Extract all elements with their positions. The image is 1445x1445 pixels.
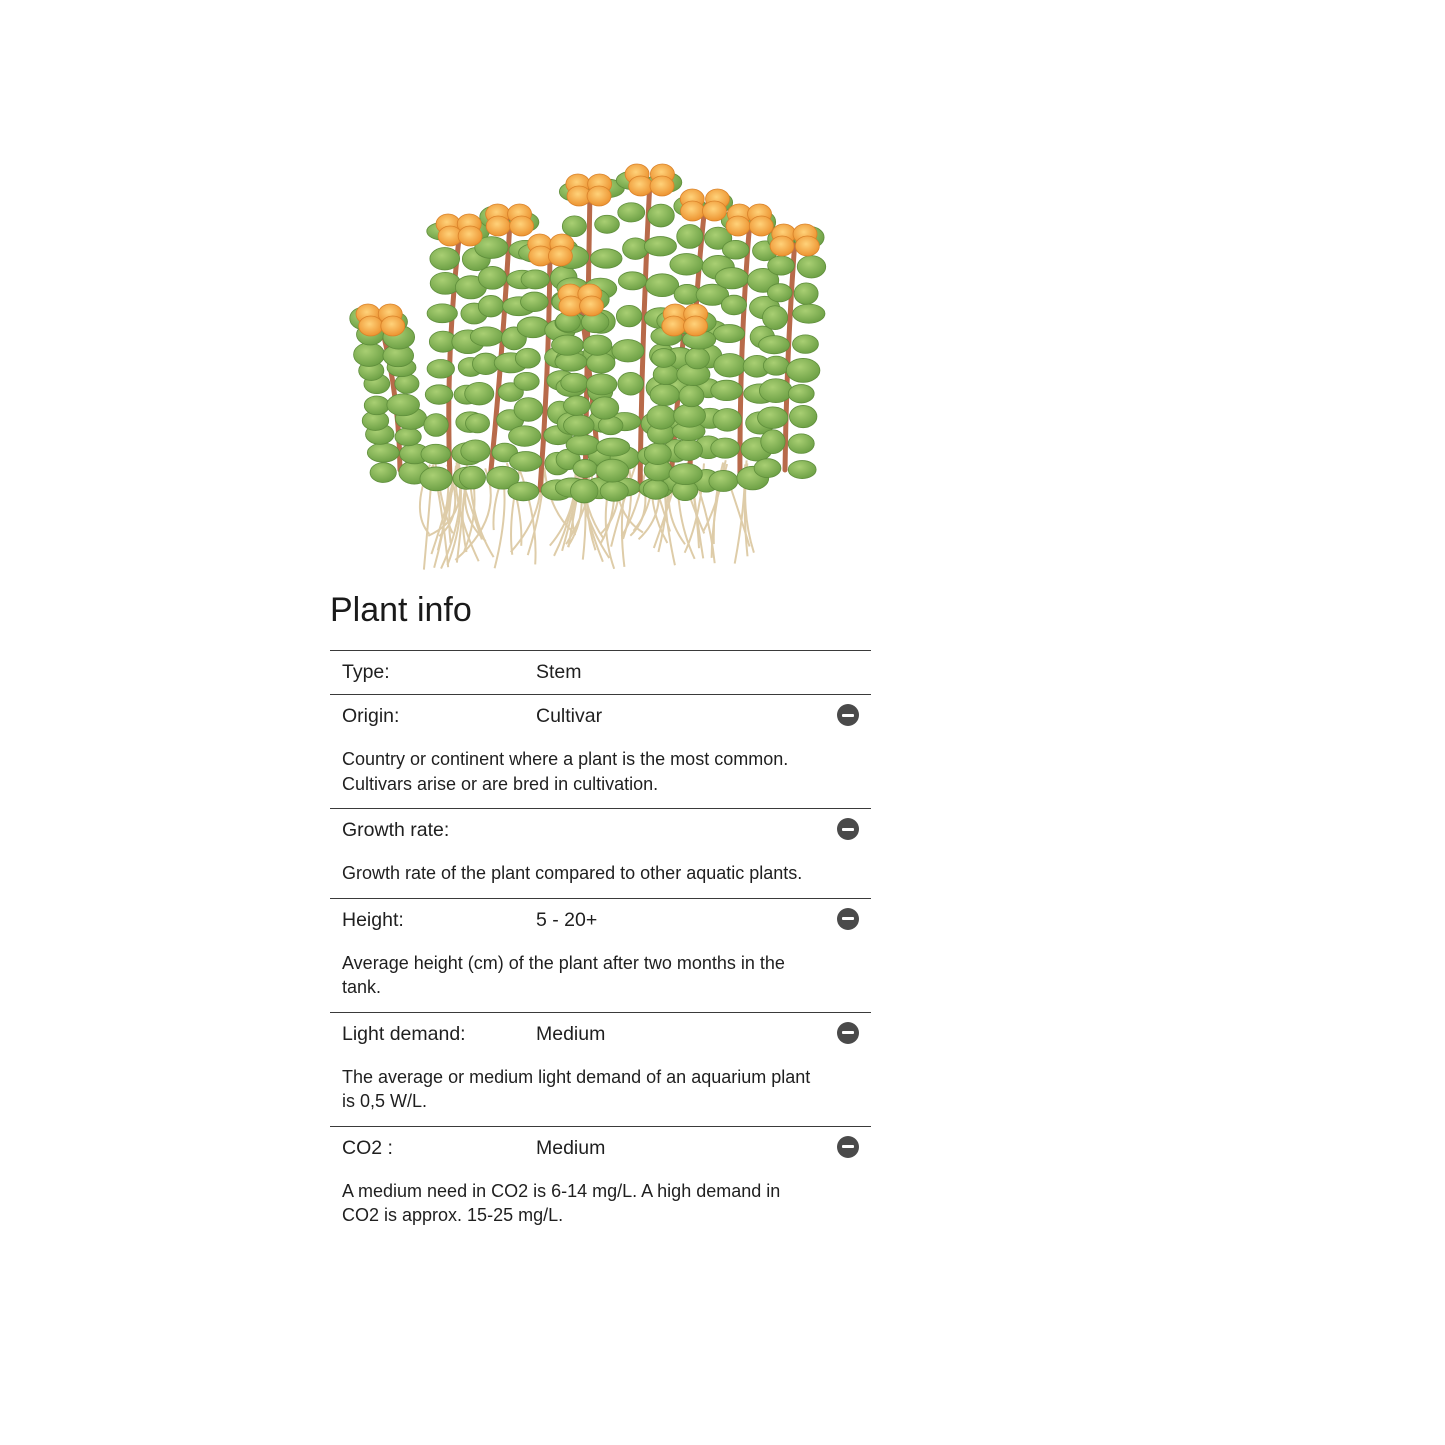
leaf [354, 343, 385, 367]
row-description: Country or continent where a plant is the most common. Cultivars arise or are bred in cultivation. [342, 749, 789, 794]
minus-circle-icon[interactable] [837, 1022, 859, 1044]
leaf [643, 480, 668, 500]
leaf [646, 274, 679, 297]
leaf [763, 306, 788, 330]
plant-info-panel [330, 588, 871, 1240]
leaf [618, 203, 645, 222]
leaf [715, 268, 748, 289]
leaf [573, 459, 597, 477]
leaf [788, 434, 814, 453]
flower-leaf [587, 186, 611, 206]
row-header [342, 1013, 859, 1056]
flower-leaf [458, 226, 482, 246]
row-type [330, 651, 871, 695]
leaf [669, 464, 702, 485]
leaf [644, 443, 671, 465]
flower-leaf [510, 216, 534, 236]
leaf [674, 439, 702, 460]
leaf [514, 372, 539, 390]
leaf [767, 284, 792, 302]
leaf [759, 336, 790, 354]
row-header [342, 899, 859, 942]
leaf [763, 356, 789, 375]
leaf [387, 394, 420, 416]
plant-drawing [340, 160, 850, 580]
leaf [470, 327, 503, 346]
leaf [768, 256, 795, 275]
leaf [591, 397, 619, 419]
row-co2 [330, 1127, 871, 1240]
row-header [342, 695, 859, 738]
row-description: The average or medium light demand of an aquarium plant is 0,5 W/L. [342, 1066, 811, 1111]
minus-circle-icon[interactable] [837, 1136, 859, 1158]
leaf [618, 272, 646, 290]
leaf [564, 415, 595, 436]
leaf [792, 335, 818, 353]
leaf [670, 254, 703, 276]
flower-leaf [726, 216, 750, 236]
leaf [570, 479, 598, 503]
flower-leaf [662, 316, 686, 336]
leaf [586, 374, 617, 395]
leaf [427, 360, 454, 379]
leaf [612, 340, 644, 362]
leaf [509, 426, 541, 447]
leaf [420, 467, 452, 491]
leaf [478, 266, 506, 289]
leaf [618, 372, 644, 395]
leaf [652, 349, 676, 368]
leaf [647, 405, 675, 429]
row-origin [330, 695, 871, 809]
leaf [711, 438, 740, 458]
flower-leaf [486, 216, 510, 236]
leaf [721, 295, 746, 315]
row-value: Medium [536, 1136, 606, 1159]
plant-info-table [330, 650, 871, 1240]
row-value: 5 - 20+ [536, 908, 598, 931]
stem [640, 180, 650, 490]
row-height [330, 899, 871, 1013]
panel-title: Plant info [330, 591, 472, 629]
leaf [430, 247, 460, 270]
row-description: Average height (cm) of the plant after two months in the tank. [342, 952, 785, 997]
leaf [722, 240, 749, 259]
row-growth-rate [330, 809, 871, 899]
flower-leaf [770, 236, 794, 256]
leaf [595, 215, 620, 233]
leaf [395, 374, 419, 393]
minus-circle-icon[interactable] [837, 818, 859, 840]
leaf [508, 482, 539, 501]
leaf [521, 270, 549, 289]
row-label: CO2 : [342, 1136, 393, 1159]
leaf [761, 430, 785, 454]
leaf [713, 409, 742, 432]
flower-leaf [681, 201, 705, 221]
flower-leaf [749, 216, 773, 236]
row-description: Growth rate of the plant compared to other aquatic plants. [342, 863, 803, 883]
minus-circle-icon[interactable] [837, 908, 859, 930]
leaf [465, 382, 494, 405]
flower-leaf [548, 246, 572, 266]
flower-leaf [381, 316, 405, 336]
leaf [478, 295, 503, 316]
leaf [517, 317, 549, 338]
leaf [364, 396, 389, 415]
leaf [644, 237, 676, 256]
leaf [367, 443, 399, 462]
leaf [793, 304, 825, 323]
leaf [510, 452, 542, 472]
row-header [342, 809, 859, 852]
row-value: Stem [536, 661, 582, 683]
row-value: Cultivar [536, 705, 603, 727]
row-light-demand [330, 1013, 871, 1127]
leaf [427, 304, 457, 323]
row-label: Growth rate: [342, 819, 450, 841]
leaf [711, 380, 743, 400]
leaf [759, 379, 792, 403]
leaf [794, 283, 818, 304]
leaf [786, 358, 820, 382]
flower-leaf [650, 176, 674, 196]
leaf [648, 204, 675, 227]
leaf [590, 249, 622, 268]
leaf [714, 354, 746, 378]
flower-leaf [702, 201, 726, 221]
minus-circle-icon[interactable] [837, 704, 859, 726]
leaf [514, 398, 543, 422]
leaf [685, 348, 709, 369]
leaf [370, 463, 396, 483]
leaf [754, 459, 781, 478]
leaf [758, 407, 788, 429]
flower-leaf [684, 316, 708, 336]
row-description: A medium need in CO2 is 6-14 mg/L. A high demand in CO2 is approx. 15-25 mg/L. [342, 1180, 781, 1225]
leaf [521, 292, 549, 312]
row-value: Medium [536, 1022, 606, 1045]
leaf [466, 414, 490, 433]
leaf [425, 385, 453, 405]
leaf [788, 461, 816, 479]
row-label: Light demand: [342, 1022, 466, 1045]
leaf [679, 385, 704, 407]
plant-illustration [340, 160, 850, 580]
leaf [623, 238, 649, 260]
leaf [459, 466, 485, 489]
leaf [566, 435, 600, 455]
leaf [709, 470, 738, 491]
flower-leaf [795, 236, 819, 256]
leaf [600, 481, 628, 501]
flower-leaf [359, 316, 383, 336]
leaf [583, 335, 612, 355]
leaf [596, 459, 629, 482]
leaf [424, 414, 448, 437]
leaf [552, 335, 584, 355]
leaf [788, 385, 814, 403]
leaf [650, 384, 679, 406]
leaf [789, 405, 816, 427]
leaf [616, 305, 641, 326]
row-header [342, 1127, 859, 1170]
leaf [797, 256, 825, 278]
row-label: Origin: [342, 705, 400, 727]
flower-leaf [580, 296, 604, 316]
leaf [461, 440, 490, 462]
leaf [596, 438, 629, 456]
leaf [587, 353, 615, 373]
leaf [714, 325, 745, 343]
leaf [421, 444, 451, 464]
leaf [562, 216, 586, 237]
leaf [395, 428, 421, 446]
leaf [677, 225, 703, 249]
leaf [674, 404, 706, 427]
stem [490, 220, 510, 480]
leaf [515, 348, 540, 368]
row-label: Height: [342, 908, 404, 931]
row-header [342, 651, 859, 694]
row-label: Type: [342, 661, 390, 683]
flower-leaf [629, 176, 653, 196]
leaf [561, 373, 588, 392]
leaf [564, 396, 591, 416]
